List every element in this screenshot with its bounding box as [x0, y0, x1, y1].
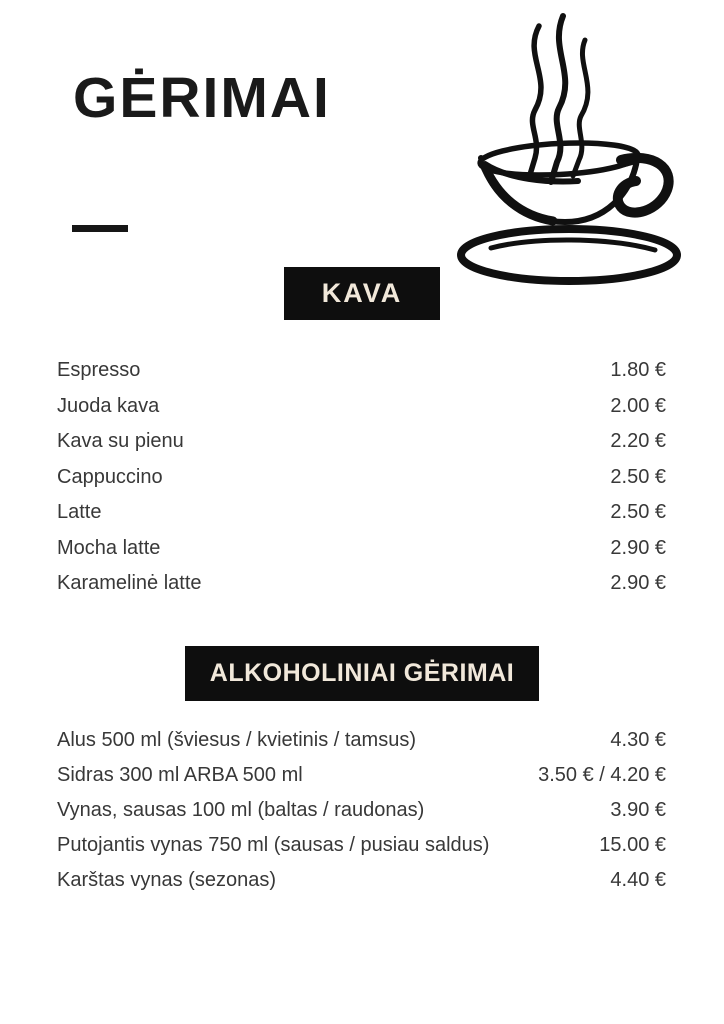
item-name: Sidras 300 ml ARBA 500 ml [57, 764, 303, 786]
page-title: GĖRIMAI [73, 66, 331, 130]
menu-item-row [57, 353, 666, 389]
item-name: Latte [57, 501, 102, 524]
alcohol-menu-list [57, 723, 666, 898]
item-price: 2.90 € [610, 536, 666, 559]
item-name: Vynas, sausas 100 ml (baltas / raudonas) [57, 799, 425, 821]
item-price: 2.90 € [610, 572, 666, 595]
item-price: 1.80 € [610, 359, 666, 382]
section-header-alcohol: ALKOHOLINIAI GĖRIMAI [185, 646, 539, 701]
coffee-cup-icon [453, 12, 721, 286]
section-header-kava: KAVA [284, 267, 441, 320]
item-price: 3.90 € [610, 799, 666, 821]
menu-item-row [57, 495, 666, 531]
item-name: Cappuccino [57, 465, 163, 488]
menu-item-row [57, 793, 666, 828]
item-name: Putojantis vynas 750 ml (sausas / pusiau saldus) [57, 834, 490, 856]
item-price: 4.30 € [610, 729, 666, 751]
item-name: Kava su pienu [57, 430, 184, 453]
item-price: 15.00 € [599, 834, 666, 856]
item-name: Mocha latte [57, 536, 161, 559]
item-price: 3.50 € / 4.20 € [538, 764, 666, 786]
item-name: Alus 500 ml (šviesus / kvietinis / tamsus) [57, 729, 416, 751]
menu-item-row [57, 424, 666, 460]
menu-item-row [57, 531, 666, 567]
menu-item-row [57, 758, 666, 793]
item-price: 2.50 € [610, 465, 666, 488]
menu-item-row [57, 723, 666, 758]
title-underline [72, 225, 128, 232]
item-price: 2.00 € [610, 394, 666, 417]
menu-item-row [57, 389, 666, 425]
item-price: 4.40 € [610, 869, 666, 891]
menu-item-row [57, 460, 666, 496]
coffee-menu-list [57, 353, 666, 602]
item-name: Karštas vynas (sezonas) [57, 869, 276, 891]
item-name: Karamelinė latte [57, 572, 202, 595]
item-price: 2.20 € [610, 430, 666, 453]
menu-item-row [57, 863, 666, 898]
item-price: 2.50 € [610, 501, 666, 524]
menu-item-row [57, 828, 666, 863]
item-name: Juoda kava [57, 394, 160, 417]
menu-item-row [57, 566, 666, 602]
item-name: Espresso [57, 359, 141, 382]
